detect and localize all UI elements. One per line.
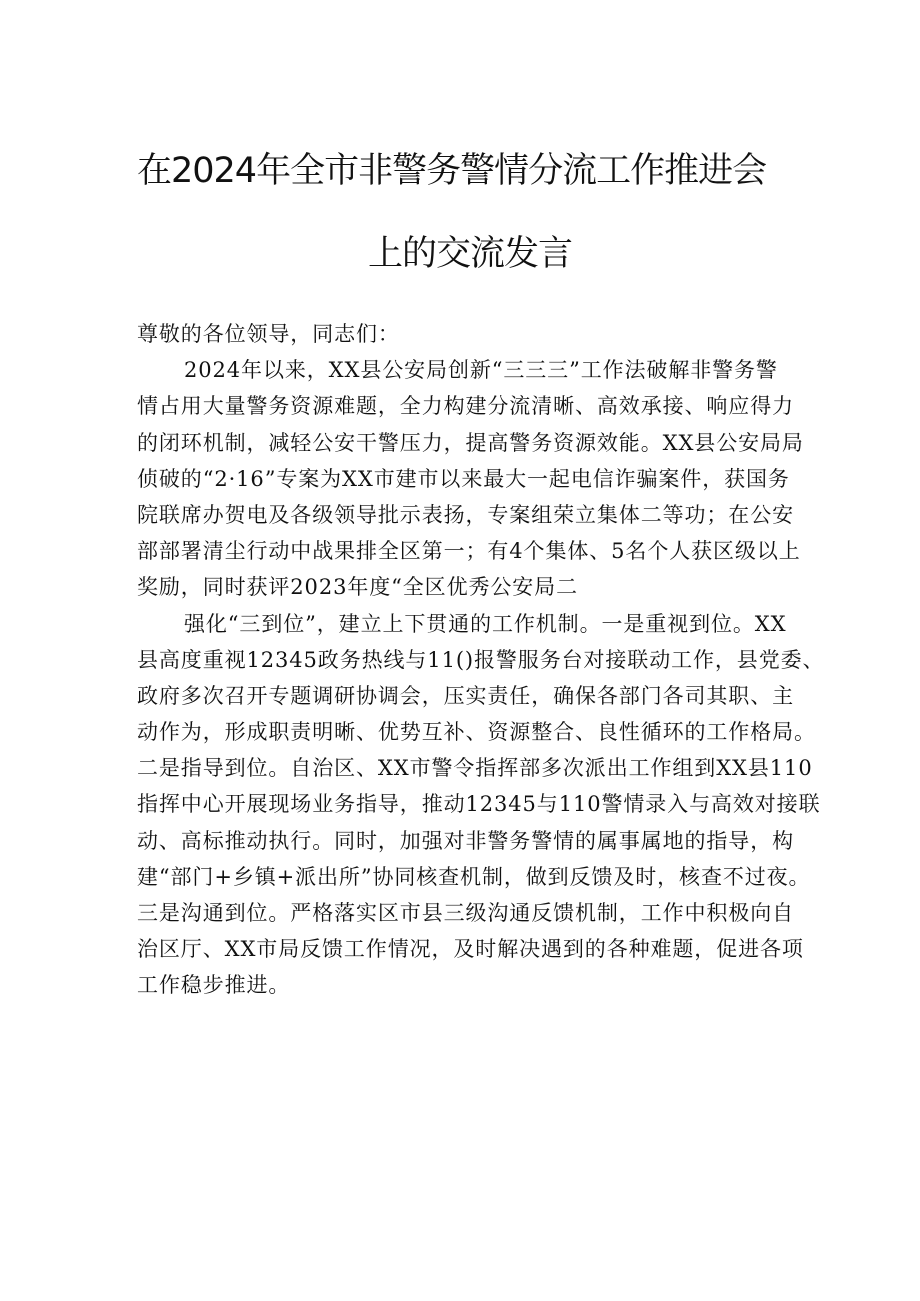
- document-title-line-2: 上的交流发言: [368, 234, 573, 274]
- paragraph-2-line: 工作稳步推进。: [137, 973, 291, 998]
- salutation: 尊敬的各位领导，同志们：: [137, 322, 400, 346]
- paragraph-2-line: 政府多次召开专题调研协调会，压实责任，确保各部门各司其职、主: [137, 683, 794, 708]
- paragraph-2-line: 指挥中心开展现场业务指导，推动12345与110警情录入与高效对接联: [137, 792, 821, 817]
- paragraph-2-line: 建“部门+乡镇+派出所”协同核查机制，做到反馈及时，核查不过夜。: [137, 864, 811, 889]
- paragraph-2: [137, 606, 825, 1004]
- paragraph-2-line: 治区厅、XX市局反馈工作情况，及时解决遇到的各种难题，促进各项: [137, 937, 804, 962]
- paragraph-2-line: 二是指导到位。自治区、XX市警令指挥部多次派出工作组到XX县110: [137, 756, 813, 781]
- document-title-line-1: 在2024年全市非警务警情分流工作推进会: [137, 151, 767, 191]
- paragraph-1-line: 侦破的“2·16”专案为XX市建市以来最大一起电信诈骗案件，获国务: [137, 466, 790, 491]
- paragraph-1-line: 情占用大量警务资源难题，全力构建分流清晰、高效承接、响应得力: [137, 394, 794, 419]
- paragraph-1-line: 部部署清尘行动中战果排全区第一；有4个集体、5名个人获区级以上: [137, 539, 801, 564]
- paragraph-1-line: 的闭环机制，减轻公安干警压力，提高警务资源效能。XX县公安局局: [137, 430, 804, 455]
- paragraph-1-line: 2024年以来，XX县公安局创新“三三三”工作法破解非警务警: [184, 358, 778, 383]
- document-body: [137, 316, 825, 1004]
- paragraph-2-line: 强化“三到位”，建立上下贯通的工作机制。一是重视到位。XX: [184, 611, 787, 636]
- paragraph-2-line: 县高度重视12345政务热线与11()报警服务台对接联动工作，县党委、: [137, 647, 825, 672]
- paragraph-2-line: 动作为，形成职责明晰、优势互补、资源整合、良性循环的工作格局。: [137, 720, 816, 745]
- paragraph-1: [137, 352, 804, 605]
- paragraph-1-line: 奖励，同时获评2023年度“全区优秀公安局二: [137, 575, 578, 600]
- paragraph-2-line: 三是沟通到位。严格落实区市县三级沟通反馈机制，工作中积极向自: [137, 901, 794, 925]
- paragraph-2-line: 动、高标推动执行。同时，加强对非警务警情的属事属地的指导，构: [137, 828, 794, 853]
- paragraph-1-line: 院联席办贺电及各级领导批示表扬，专案组荣立集体二等功；在公安: [137, 502, 794, 527]
